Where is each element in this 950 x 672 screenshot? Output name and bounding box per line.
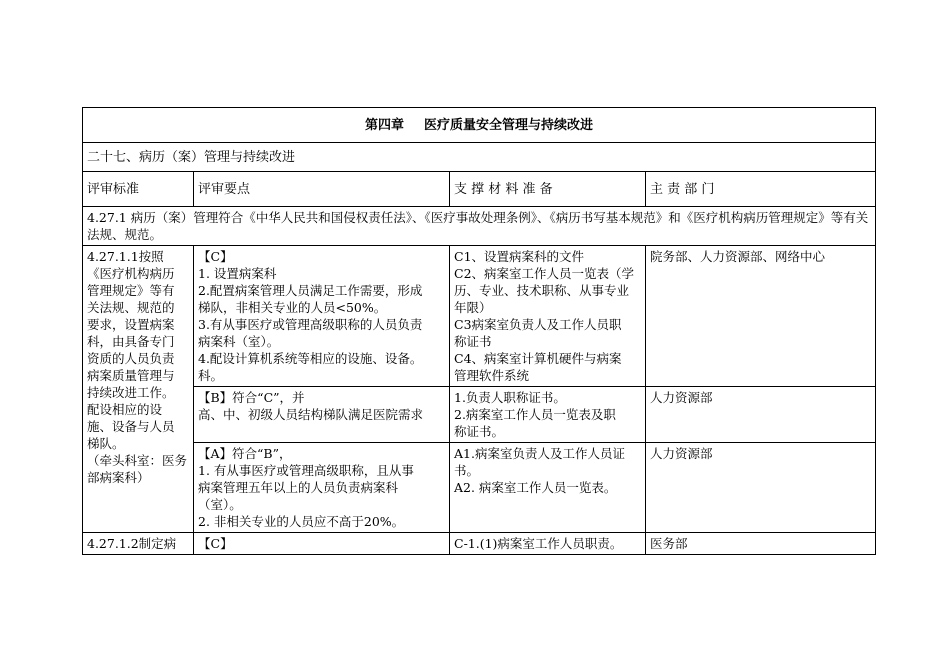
- standard-line: 科，由具备专门: [87, 334, 175, 349]
- dept-a: 人力资源部: [646, 443, 876, 533]
- material-line: C4、病案室计算机硬件与病案: [454, 351, 622, 366]
- point-line: 科。: [198, 368, 224, 383]
- points-c-2: 【C】: [194, 533, 450, 555]
- materials-b: [450, 387, 646, 443]
- point-line: 4.配设计算机系统等相应的设施、设备。: [198, 351, 423, 366]
- standard-line: 梯队。: [87, 436, 125, 451]
- table-row: [83, 533, 876, 555]
- point-line: 【A】符合“B”，: [198, 446, 292, 461]
- standard-line: 《医疗机构病历: [87, 266, 175, 281]
- standard-line: 管理规定》等有: [87, 283, 175, 298]
- standard-4-27-1-1: [83, 246, 194, 533]
- evaluation-table: [82, 107, 876, 555]
- point-line: 2.配置病案管理人员满足工作需要，形成: [198, 283, 423, 298]
- standard-line: 持续改进工作。: [87, 385, 175, 400]
- standard-line: 配设相应的设: [87, 402, 163, 417]
- point-line: 1. 设置病案科: [198, 266, 277, 281]
- dept-c: 院务部、人力资源部、网络中心: [646, 246, 876, 387]
- points-a: [194, 443, 450, 533]
- material-line: 称证书。: [454, 424, 505, 439]
- standard-line: 资质的人员负责: [87, 351, 175, 366]
- material-line: 2.病案室工作人员一览表及职: [454, 407, 616, 422]
- header-points: 评审要点: [194, 172, 450, 207]
- dept-b: 人力资源部: [646, 387, 876, 443]
- header-row: [83, 172, 876, 207]
- material-line: 书。: [454, 463, 480, 478]
- header-standard: 评审标准: [83, 172, 194, 207]
- point-line: 1. 有从事医疗或管理高级职称，且从事: [198, 463, 414, 478]
- dept-c-2: 医务部: [646, 533, 876, 555]
- point-line: （室）。: [198, 497, 242, 512]
- points-b: [194, 387, 450, 443]
- materials-c: [450, 246, 646, 387]
- header-materials: 支 撑 材 料 准 备: [450, 172, 646, 207]
- table-row: [83, 246, 876, 387]
- material-line: 1.负责人职称证书。: [454, 390, 566, 405]
- point-line: 高、中、初级人员结构梯队满足医院需求: [198, 407, 424, 422]
- material-line: C1、设置病案科的文件: [454, 249, 585, 264]
- material-line: 管理软件系统: [454, 368, 530, 383]
- standard-line: （牵头科室：医务: [87, 453, 188, 468]
- point-line: 3.有从事医疗或管理高级职称的人员负责: [198, 317, 423, 332]
- standard-line: 4.27.1.1按照: [87, 249, 164, 264]
- chapter-number: 第四章: [365, 117, 405, 133]
- materials-a: [450, 443, 646, 533]
- point-line: 病案管理五年以上的人员负责病案科: [198, 480, 399, 495]
- point-line: 病案科（室）。: [198, 334, 280, 349]
- material-line: C3病案室负责人及工作人员职: [454, 317, 622, 332]
- standard-line: 病案质量管理与: [87, 368, 175, 383]
- standard-4-27-1-2: 4.27.1.2制定病: [83, 533, 194, 555]
- table-row: [83, 443, 876, 533]
- material-line: 历、专业、技术职称、从事专业: [454, 283, 630, 298]
- section-title: 二十七、病历（案）管理与持续改进: [83, 143, 876, 172]
- table-row: [83, 387, 876, 443]
- material-line: A2. 病案室工作人员一览表。: [454, 480, 617, 495]
- chapter-name: 医疗质量安全管理与持续改进: [424, 117, 594, 133]
- points-c: [194, 246, 450, 387]
- clause-4-27-1: 4.27.1 病历（案）管理符合《中华人民共和国侵权责任法》、《医疗事故处理条例》、《病历书写基本规范》和《医疗机构病历管理规定》等有关法规、规范。: [83, 207, 876, 246]
- material-line: 称证书: [454, 334, 492, 349]
- standard-line: 要求，设置病案: [87, 317, 175, 332]
- materials-c-2: C-1.(1)病案室工作人员职责。: [450, 533, 646, 555]
- point-line: 【B】符合“C”，并: [198, 390, 305, 405]
- point-line: 梯队，非相关专业的人员<50%。: [198, 300, 387, 315]
- chapter-title: [83, 108, 876, 143]
- material-line: 年限）: [454, 300, 492, 315]
- header-dept: 主 责 部 门: [646, 172, 876, 207]
- standard-line: 部病案科）: [87, 470, 150, 485]
- point-line: 【C】: [198, 249, 233, 264]
- standard-line: 关法规、规范的: [87, 300, 175, 315]
- material-line: C2、病案室工作人员一览表（学: [454, 266, 635, 281]
- point-line: 2. 非相关专业的人员应不高于20%。: [198, 514, 405, 529]
- standard-line: 施、设备与人员: [87, 419, 175, 434]
- material-line: A1.病案室负责人及工作人员证: [454, 446, 625, 461]
